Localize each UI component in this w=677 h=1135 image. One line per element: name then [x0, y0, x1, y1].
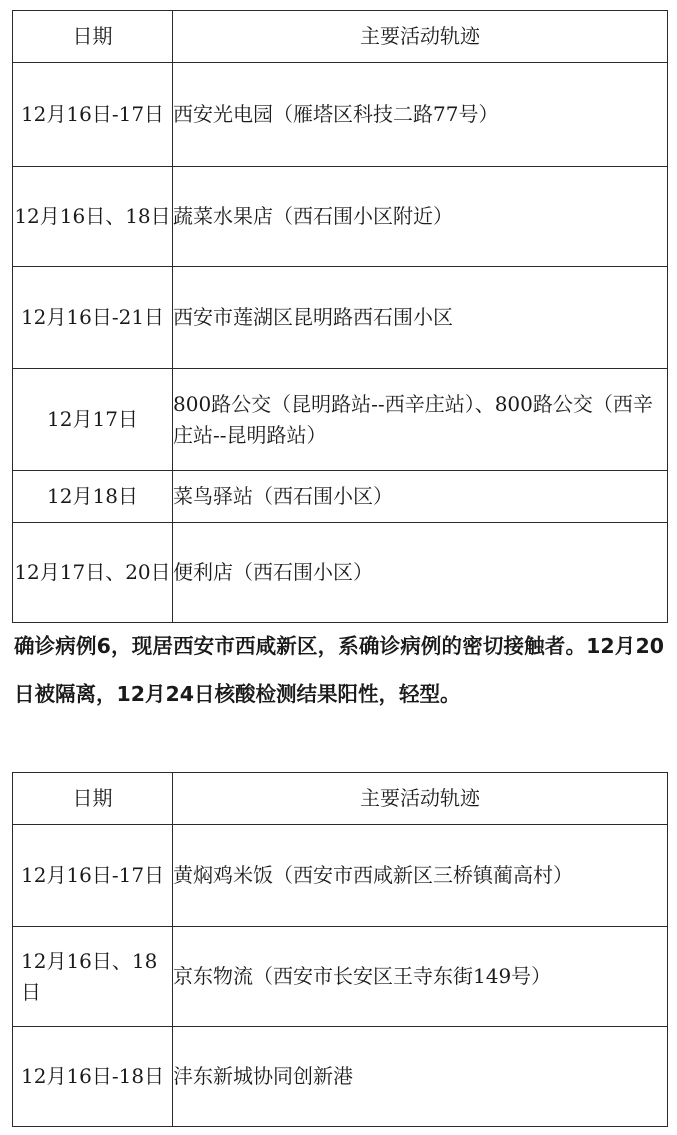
row-activity: 西安市莲湖区昆明路西石围小区	[173, 267, 668, 369]
table-row	[13, 927, 668, 1027]
header-date: 日期	[13, 11, 173, 63]
row-activity: 菜鸟驿站（西石围小区）	[173, 471, 668, 523]
row-date: 12月16日-21日	[13, 267, 173, 369]
row-activity: 800路公交（昆明路站--西辛庄站）、800路公交（西辛庄站--昆明路站）	[173, 369, 668, 471]
table-row	[13, 63, 668, 167]
case-description-paragraph: 确诊病例6，现居西安市西咸新区，系确诊病例的密切接触者。12月20日被隔离，12月24日核酸检测结果阳性，轻型。	[14, 634, 664, 706]
row-date: 12月16日-17日	[13, 825, 173, 927]
row-activity: 沣东新城协同创新港	[173, 1027, 668, 1127]
table-row	[13, 267, 668, 369]
header-activity: 主要活动轨迹	[173, 773, 668, 825]
header-activity: 主要活动轨迹	[173, 11, 668, 63]
table-row	[13, 825, 668, 927]
row-activity: 京东物流（西安市长安区王寺东街149号）	[173, 927, 668, 1027]
trajectory-table-1	[12, 10, 668, 623]
row-date: 12月16日-18日	[13, 1027, 173, 1127]
table-row	[13, 1027, 668, 1127]
row-activity: 便利店（西石围小区）	[173, 523, 668, 623]
row-date: 12月16日-17日	[13, 63, 173, 167]
table-row	[13, 471, 668, 523]
row-date: 12月17日、20日	[13, 523, 173, 623]
table-row	[13, 167, 668, 267]
row-activity: 蔬菜水果店（西石围小区附近）	[173, 167, 668, 267]
table-row	[13, 523, 668, 623]
trajectory-table-2	[12, 772, 668, 1127]
row-activity: 黄焖鸡米饭（西安市西咸新区三桥镇蔺高村）	[173, 825, 668, 927]
header-date: 日期	[13, 773, 173, 825]
row-date: 12月16日、18日	[13, 927, 173, 1027]
table-header-row	[13, 11, 668, 63]
row-activity: 西安光电园（雁塔区科技二路77号）	[173, 63, 668, 167]
row-date: 12月16日、18日	[13, 167, 173, 267]
row-date: 12月18日	[13, 471, 173, 523]
table-header-row	[13, 773, 668, 825]
table-row	[13, 369, 668, 471]
row-date: 12月17日	[13, 369, 173, 471]
